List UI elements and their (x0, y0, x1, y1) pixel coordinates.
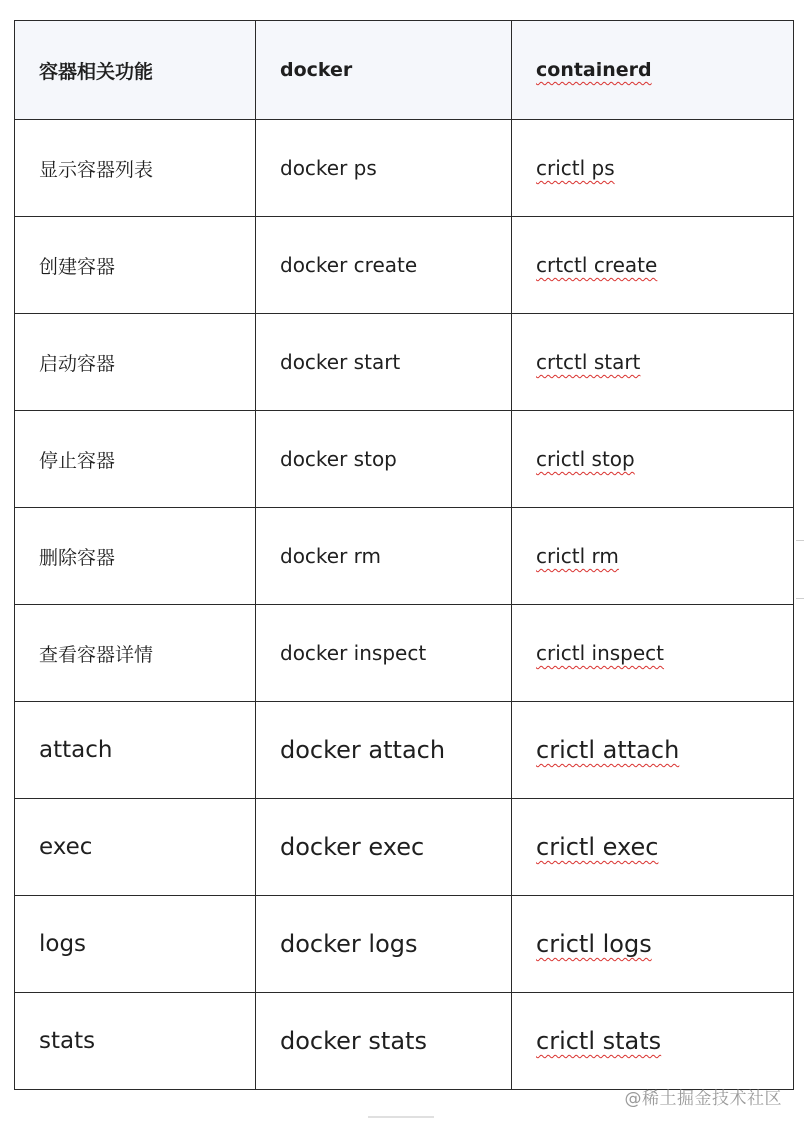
containerd-cell (512, 217, 794, 314)
feature-cell: logs (15, 896, 256, 993)
feature-cell: 查看容器详情 (15, 605, 256, 702)
containerd-cell (512, 411, 794, 508)
feature-cell: 删除容器 (15, 508, 256, 605)
docker-cell: docker inspect (256, 605, 512, 702)
containerd-cmd: crictl stats (536, 1027, 662, 1055)
containerd-cell (512, 120, 794, 217)
containerd-cmd: crictl exec (536, 833, 659, 861)
table-row (15, 217, 794, 314)
docker-cell: docker create (256, 217, 512, 314)
table-row (15, 605, 794, 702)
page-bottom-mark (368, 1116, 434, 1118)
containerd-cell (512, 702, 794, 799)
docker-cell: docker logs (256, 896, 512, 993)
feature-cell: stats (15, 993, 256, 1090)
header-docker: docker (256, 21, 512, 120)
containerd-cell (512, 314, 794, 411)
containerd-cmd: crtctl create (536, 253, 658, 277)
header-feature: 容器相关功能 (15, 21, 256, 120)
table-row (15, 314, 794, 411)
header-row (15, 21, 794, 120)
feature-cell: 启动容器 (15, 314, 256, 411)
feature-cell: 停止容器 (15, 411, 256, 508)
docker-cell: docker stop (256, 411, 512, 508)
containerd-cmd: crictl rm (536, 544, 619, 568)
containerd-cell (512, 605, 794, 702)
table-row (15, 702, 794, 799)
feature-cell: 显示容器列表 (15, 120, 256, 217)
docker-cell: docker rm (256, 508, 512, 605)
containerd-cmd: crictl ps (536, 156, 615, 180)
table-row (15, 896, 794, 993)
containerd-cmd: crictl inspect (536, 641, 665, 665)
table-row (15, 993, 794, 1090)
containerd-cell (512, 799, 794, 896)
containerd-cell (512, 508, 794, 605)
table-row (15, 120, 794, 217)
table-row (15, 508, 794, 605)
container-command-table (14, 20, 794, 1090)
feature-cell: exec (15, 799, 256, 896)
docker-cell: docker stats (256, 993, 512, 1090)
docker-cell: docker attach (256, 702, 512, 799)
page-edge-mark (796, 540, 804, 541)
header-containerd (512, 21, 794, 120)
containerd-cell (512, 993, 794, 1090)
page-edge-mark (796, 598, 804, 599)
containerd-cmd: crictl logs (536, 930, 652, 958)
docker-cell: docker exec (256, 799, 512, 896)
table-row (15, 799, 794, 896)
docker-cmd-name: docker ps (280, 156, 377, 180)
containerd-cmd: crictl attach (536, 736, 680, 764)
containerd-cmd: crictl stop (536, 447, 635, 471)
containerd-cell (512, 896, 794, 993)
docker-cell (256, 120, 512, 217)
watermark: @稀土掘金技术社区 (624, 1089, 782, 1109)
docker-cell: docker start (256, 314, 512, 411)
feature-cell: attach (15, 702, 256, 799)
table-row (15, 411, 794, 508)
header-containerd-text: containerd (536, 59, 652, 81)
containerd-cmd: crtctl start (536, 350, 641, 374)
feature-cell: 创建容器 (15, 217, 256, 314)
table-header (15, 21, 794, 120)
